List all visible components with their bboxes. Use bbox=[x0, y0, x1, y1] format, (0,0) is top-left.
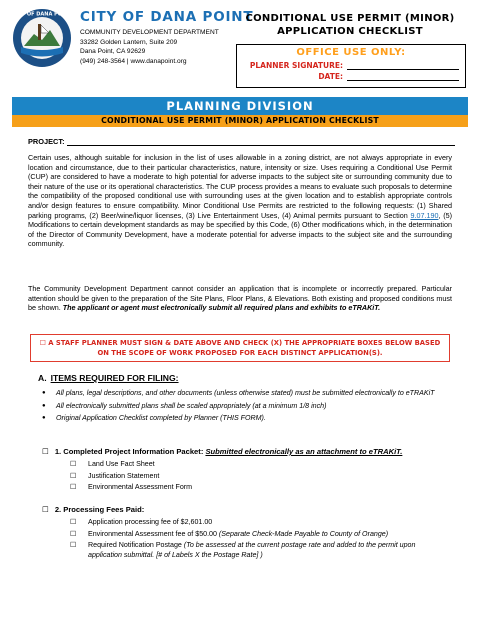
list-item bbox=[70, 530, 450, 540]
subitem-checkbox[interactable]: ☐ bbox=[70, 483, 77, 492]
city-seal-logo bbox=[12, 8, 72, 68]
subitem-checkbox[interactable]: ☐ bbox=[70, 541, 77, 550]
date-label: DATE: bbox=[318, 72, 343, 81]
section-9-07-190-link[interactable]: 9.07.190 bbox=[410, 210, 439, 220]
filing-requirements-list bbox=[40, 389, 450, 427]
document-title-line-2: APPLICATION CHECKLIST bbox=[277, 25, 423, 37]
subitem-label: Justification Statement bbox=[88, 471, 160, 480]
intro-paragraph-1 bbox=[28, 153, 452, 249]
planner-signature-field[interactable] bbox=[347, 61, 459, 70]
staff-notice-checkbox[interactable]: ☐ bbox=[39, 339, 46, 347]
planner-signature-row bbox=[243, 61, 459, 70]
environmental-fee: Environmental Assessment fee of $50.00 bbox=[88, 529, 219, 538]
street-address: 33282 Golden Lantern, Suite 209 bbox=[80, 38, 178, 46]
list-item bbox=[70, 472, 450, 482]
notification-postage-note: (To be assessed at the current postage rate and added to the permit upon application submittal. [# of Labels X the Postage Rate] ) bbox=[88, 541, 416, 559]
item-2-checkbox[interactable]: ☐ bbox=[42, 505, 49, 514]
list-item bbox=[70, 518, 450, 528]
office-use-box bbox=[236, 44, 466, 88]
department-name: COMMUNITY DEVELOPMENT DEPARTMENT bbox=[80, 29, 219, 36]
intro-p2-emphasis: The applicant or agent must electronically submit all required plans and exhibits to eTRAKiT. bbox=[62, 303, 381, 313]
intro-p1-text-continued: , (5) Modifications to certain development standards as may be specified by this Code, (6) Other modifications which, in the determination of the Director of Community Development, have a moderate potential for adverse impacts to the subject site and the surrounding community. bbox=[28, 210, 452, 249]
staff-notice-text: A STAFF PLANNER MUST SIGN & DATE ABOVE AND CHECK (X) THE APPROPRIATE BOXES BELOW BASED ON THE SCOPE OF WORK PROPOSED FOR EACH DISTINCT APPLICATION(S). bbox=[48, 339, 441, 357]
staff-planner-notice bbox=[30, 334, 450, 362]
section-a-letter: A. bbox=[38, 373, 47, 383]
list-item bbox=[70, 483, 450, 493]
document-title bbox=[232, 13, 468, 38]
list-item: ● All plans, legal descriptions, and other documents (unless otherwise stated) must be submitted electronically to eTRAKiT bbox=[40, 389, 450, 399]
checklist-subtitle-banner: CONDITIONAL USE PERMIT (MINOR) APPLICATION CHECKLIST bbox=[12, 115, 468, 127]
list-item bbox=[70, 541, 450, 560]
intro-paragraph-2 bbox=[28, 284, 452, 313]
item-1-label: 1. Completed Project Information Packet: bbox=[54, 447, 206, 456]
date-row bbox=[243, 72, 459, 81]
subitem-checkbox[interactable]: ☐ bbox=[70, 518, 77, 526]
project-field[interactable] bbox=[67, 138, 455, 146]
subitem-label: Environmental Assessment Form bbox=[88, 483, 193, 492]
office-use-title: OFFICE USE ONLY: bbox=[296, 47, 406, 58]
subitem-checkbox[interactable]: ☐ bbox=[70, 460, 77, 468]
item-1-subitems bbox=[70, 460, 450, 495]
city-address-block bbox=[80, 28, 219, 66]
subitem-checkbox[interactable]: ☐ bbox=[70, 471, 77, 480]
notification-postage: Required Notification Postage bbox=[88, 541, 184, 550]
item-2-subitems bbox=[70, 518, 450, 562]
planning-division-banner: PLANNING DIVISION bbox=[12, 97, 468, 115]
city-state-zip: Dana Point, CA 92629 bbox=[80, 48, 146, 56]
contact-info: (949) 248-3564 | www.danapoint.org bbox=[80, 57, 187, 65]
item-2-label: 2. Processing Fees Paid: bbox=[54, 505, 145, 514]
project-row bbox=[28, 137, 455, 146]
subitem-checkbox[interactable]: ☐ bbox=[70, 529, 77, 538]
subitem-label: Land Use Fact Sheet bbox=[88, 460, 155, 468]
application-fee: Application processing fee of $2,601.00 bbox=[88, 518, 213, 526]
seal-text: CITY OF DANA POINT bbox=[12, 11, 72, 18]
city-name: CITY OF DANA POINT bbox=[80, 9, 254, 25]
item-2-heading bbox=[42, 505, 144, 514]
environmental-fee-note: (Separate Check-Made Payable to County of Orange) bbox=[218, 529, 389, 538]
item-1-checkbox[interactable]: ☐ bbox=[42, 447, 49, 456]
project-label: PROJECT: bbox=[28, 137, 65, 146]
intro-p2-text: The Community Development Department cannot consider an application that is incomplete or incorrectly prepared. Particular attention should be given to the preparation of the Site Plans, Floor Plans, & Elevations. Both existing and proposed conditions must be shown. bbox=[28, 284, 452, 313]
intro-p1-text: Certain uses, although suitable for inclusion in the list of uses allowable in a zoning district, are not always appropriate in every location and circumstance, due to their particular characteristics, nature, intensity or size. Uses requiring a Conditional Use Permit (CUP) are considered to have a moderate to high potential for adverse impacts to the subject site or surrounding community due to their nature of the use or its operational characteristics. The CUP process provides a means to evaluate such proposals to determine the compatibility of the proposed conditional use with surrounding uses at the given location and to establish appropriate controls and/or design features to ensure compatibility. Minor Conditional Use Permits are restricted to the following requests: (1) Shared parking programs, (2) Beer/wine/liquor licenses, (3) Live Entertainment Uses, (4) Animal permits pursuant to Section bbox=[28, 153, 452, 220]
section-a-title: ITEMS REQUIRED FOR FILING: bbox=[50, 373, 179, 383]
item-1-heading bbox=[42, 447, 402, 456]
document-title-line-1: CONDITIONAL USE PERMIT (MINOR) bbox=[245, 13, 455, 24]
section-a-heading bbox=[38, 373, 179, 383]
item-1-emphasis: Submitted electronically as an attachment to eTRAKiT. bbox=[205, 447, 403, 456]
list-item: ● Original Application Checklist completed by Planner (THIS FORM). bbox=[40, 414, 450, 424]
list-item bbox=[70, 460, 450, 470]
date-field[interactable] bbox=[347, 72, 459, 81]
planner-signature-label: PLANNER SIGNATURE: bbox=[249, 61, 343, 70]
list-item: ● All electronically submitted plans shall be scaled appropriately (at a minimum 1/8 inch) bbox=[40, 402, 450, 412]
